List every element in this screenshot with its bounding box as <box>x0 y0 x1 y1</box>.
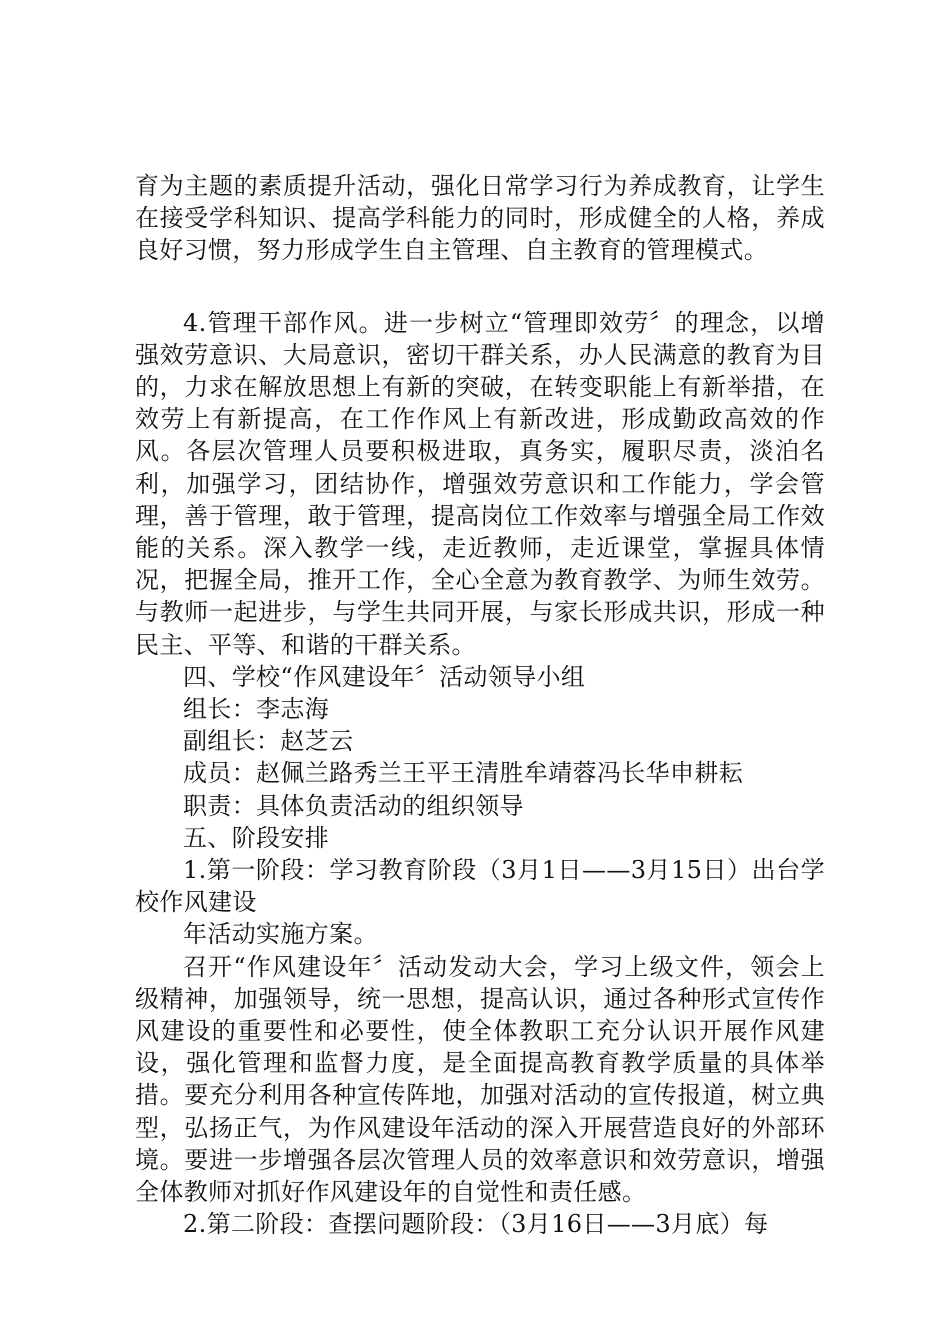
section-heading-leadership-group: 四、学校“作风建设年〞活动领导小组 <box>183 662 586 691</box>
deputy-leader-line: 副组长：赵芝云 <box>183 727 354 756</box>
leader-line: 组长：李志海 <box>183 695 330 724</box>
members-line: 成员：赵佩兰路秀兰王平王清胜牟靖蓉冯长华申耕耘 <box>183 759 744 788</box>
paragraph-management-style: 4.管理干部作风。进一步树立“管理即效劳〞的理念，以增强效劳意识、大局意识，密切干群关系，办人民满意的教育为目的，力求在解放思想上有新的突破，在转变职能上有新举措，在效劳上有新提高，在工作作风上有新改进，形成勤政高效的作风。各层次管理人员要积极进取，真务实，履职尽责，淡泊名利，加强学习，团结协作，增强效劳意识和工作能力，学会管理，善于管理，敢于管理，提高岗位工作效率与增强全局工作效能的关系。深入教学一线，走近教师，走近课堂，掌握具体情况，把握全局，推开工作，全心全意为教育教学、为师生效劳。与教师一起进步，与学生共同开展，与家长形成共识，形成一种民主、平等、和谐的干群关系。 <box>135 308 825 659</box>
stage-one-continuation: 年活动实施方案。 <box>183 920 378 949</box>
duties-line: 职责：具体负责活动的组织领导 <box>183 791 524 820</box>
stage-one-heading: 1.第一阶段：学习教育阶段（3月1日——3月15日）出台学校作风建设 <box>135 856 825 917</box>
section-heading-stages: 五、阶段安排 <box>183 823 330 852</box>
paragraph-mobilization-meeting: 召开“作风建设年〞活动发动大会，学习上级文件，领会上级精神，加强领导，统一思想，提高认识，通过各种形式宣传作风建设的重要性和必要性，使全体教职工充分认识开展作风建设，强化管理和监督力度，是全面提高教育教学质量的具体举措。要充分利用各种宣传阵地，加强对活动的宣传报道，树立典型，弘扬正气，为作风建设年活动的深入开展营造良好的外部环境。要进一步增强各层次管理人员的效率意识和效劳意识，增强全体教师对抓好作风建设年的自觉性和责任感。 <box>135 952 825 1207</box>
paragraph-quality-education: 育为主题的素质提升活动，强化日常学习行为养成教育，让学生在接受学科知识、提高学科能力的同时，形成健全的人格，养成良好习惯，努力形成学生自主管理、自主教育的管理模式。 <box>135 172 825 265</box>
stage-two-heading: 2.第二阶段：查摆问题阶段：（3月16日——3月底）每 <box>183 1210 769 1239</box>
document-page <box>135 170 825 1241</box>
